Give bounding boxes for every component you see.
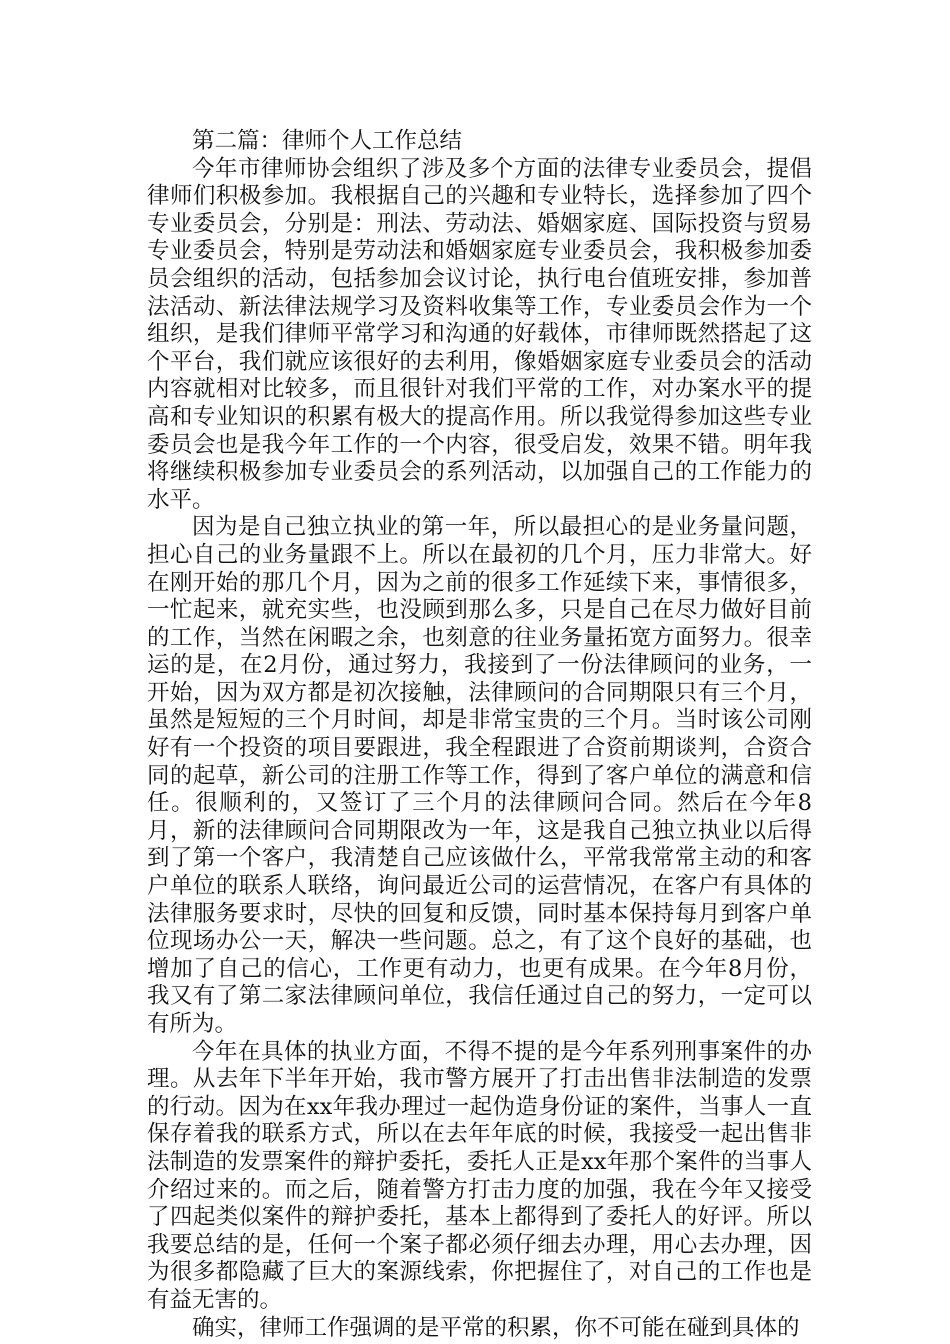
document-heading: 第二篇：律师个人工作总结 <box>192 128 463 154</box>
document-body <box>147 128 812 1342</box>
paragraph-accumulation: 确实，律师工作强调的是平常的积累，你不可能在碰到具体的 <box>192 1314 800 1341</box>
paragraph-criminal-cases: 今年在具体的执业方面，不得不提的是今年系列刑事案件的办理。从去年下半年开始，我市警方展开了打击出售非法制造的发票的行动。因为在xx年我办理过一起伪造身份证的案件，当事人一直保存着我的联系方式，所以在去年年底的时候，我接受一起出售非法制造的发票案件的辩护委托，委托人正是xx年那个案件的当事人介绍过来的。而之后，随着警方打击力度的加强，我在今年又接受了四起类似案件的辩护委托，基本上都得到了委托人的好评。所以我要总结的是，任何一个案子都必须仔细去办理，用心去办理，因为很多都隐藏了巨大的案源线索，你把握住了，对自己的工作也是有益无害的。 <box>147 1038 812 1313</box>
paragraph-professional-committees: 今年市律师协会组织了涉及多个方面的法律专业委员会，提倡律师们积极参加。我根据自己的兴趣和专业特长，选择参加了四个专业委员会，分别是：刑法、劳动法、婚姻家庭、国际投资与贸易专业委员会，特别是劳动法和婚姻家庭专业委员会，我积极参加委员会组织的活动，包括参加会议讨论，执行电台值班安排，参加普法活动、新法律法规学习及资料收集等工作，专业委员会作为一个组织，是我们律师平常学习和沟通的好载体，市律师既然搭起了这个平台，我们就应该很好的去利用，像婚姻家庭专业委员会的活动内容就相对比较多，而且很针对我们平常的工作，对办案水平的提高和专业知识的积累有极大的提高作用。所以我觉得参加这些专业委员会也是我今年工作的一个内容，很受启发，效果不错。明年我将继续积极参加专业委员会的系列活动，以加强自己的工作能力的水平。 <box>147 155 812 513</box>
paragraph-first-year-practice: 因为是自己独立执业的第一年，所以最担心的是业务量问题，担心自己的业务量跟不上。所以在最初的几个月，压力非常大。好在刚开始的那几个月，因为之前的很多工作延续下来，事情很多，一忙起来，就充实些，也没顾到那么多，只是自己在尽力做好目前的工作，当然在闲暇之余，也刻意的往业务量拓宽方面努力。很幸运的是，在2月份，通过努力，我接到了一份法律顾问的业务，一开始，因为双方都是初次接触，法律顾问的合同期限只有三个月，虽然是短短的三个月时间，却是非常宝贵的三个月。当时该公司刚好有一个投资的项目要跟进，我全程跟进了合资前期谈判，合资合同的起草，新公司的注册工作等工作，得到了客户单位的满意和信任。很顺利的，又签订了三个月的法律顾问合同。然后在今年8月，新的法律顾问合同期限改为一年，这是我自己独立执业以后得到了第一个客户，我清楚自己应该做什么，平常我常常主动的和客户单位的联系人联络，询问最近公司的运营情况，在客户有具体的法律服务要求时，尽快的回复和反馈，同时基本保持每月到客户单位现场办公一天，解决一些问题。总之，有了这个良好的基础，也增加了自己的信心，工作更有动力，也更有成果。在今年8月份，我又有了第二家法律顾问单位，我信任通过自己的努力，一定可以有所为。 <box>147 514 812 1037</box>
